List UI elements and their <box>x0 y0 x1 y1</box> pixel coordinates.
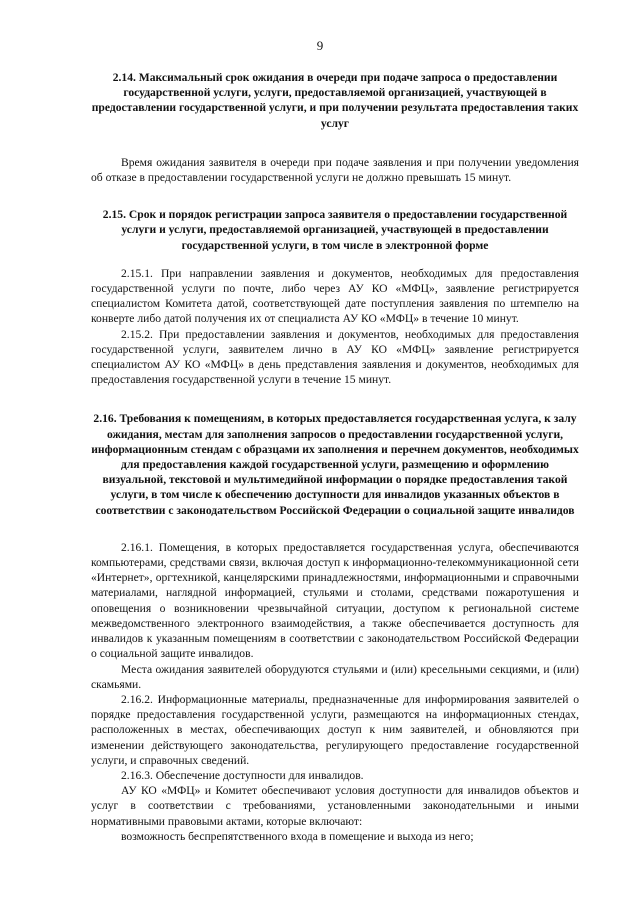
section-heading-2-15: 2.15. Срок и порядок регистрации запроса заявителя о предоставлении государственной услуги и услуги, предоставляемой организацией, участвующей в предоставлении государственной услуги, в том числе в электронной форме <box>102 208 568 252</box>
paragraph: 2.16.2. Информационные материалы, предназначенные для информирования заявителей о порядке предоставления государственной услуги, размещаются на информационных стендах, расположенных в местах, обеспечивающих доступ к ним заявителей, и обновляются при изменении действующего законодательства, регулирующего предоставление государственной услуги, и справочных сведений. <box>91 692 579 767</box>
section-heading-2-16: 2.16. Требования к помещениям, в которых предоставляется государственная услуга, к залу ожидания, местам для заполнения запросов о предоставлении государственной услуги, информационным стендам с образцами их заполнения и перечнем документов, необходимых для предоставления каждой государственной услуги, размещению и оформлению визуальной, текстовой и мультимедийной информации о порядке предоставления такой услуги, в том числе к обеспечению доступности для инвалидов указанных объектов в соответствии с законодательством Российской Федерации о социальной защите инвалидов <box>91 412 579 517</box>
paragraph: Места ожидания заявителей оборудуются стульями и (или) кресельными секциями, и (или) скамьями. <box>91 662 579 691</box>
page-number: 9 <box>316 38 324 53</box>
paragraph: возможность беспрепятственного входа в помещение и выхода из него; <box>121 829 474 843</box>
paragraph: 2.15.2. При предоставлении заявления и документов, необходимых для предоставления государственной услуги, заявителем лично в АУ КО «МФЦ» заявление регистрируется специалистом АУ КО «МФЦ» в день представления заявления и документов, необходимых для предоставления государственной услуги в течение 15 минут. <box>91 327 579 387</box>
paragraph: 2.16.3. Обеспечение доступности для инвалидов. <box>121 768 364 782</box>
paragraph: АУ КО «МФЦ» и Комитет обеспечивают условия доступности для инвалидов объектов и услуг в соответствии с требованиями, установленными законодательными и иными нормативными правовыми актами, которые включают: <box>91 784 579 828</box>
page-content <box>91 70 579 844</box>
paragraph: Время ожидания заявителя в очереди при подаче заявления и при получении уведомления об отказе в предоставлении государственной услуги не должно превышать 15 минут. <box>91 155 579 185</box>
section-heading-2-14: 2.14. Максимальный срок ожидания в очереди при подаче запроса о предоставлении государственной услуги, услуги, предоставляемой организацией, участвующей в предоставлении государственной услуги, и при получении результата предоставления таких услуг <box>91 71 579 130</box>
paragraph: 2.16.1. Помещения, в которых предоставляется государственная услуга, обеспечиваются компьютерами, средствами связи, включая доступ к информационно-телекоммуникационной сети «Интернет», оргтехникой, канцелярскими принадлежностями, информационными и справочными материалами, наглядной информацией, стульями и столами, средствами пожаротушения и оповещения о возникновении чрезвычайной ситуации, доступом к региональной системе межведомственного электронного взаимодействия, а также обеспечивается доступность для инвалидов к указанным помещениям в соответствии с законодательством Российской Федерации о социальной защите инвалидов. <box>91 540 579 661</box>
paragraph: 2.15.1. При направлении заявления и документов, необходимых для предоставления государственной услуги по почте, либо через АУ КО «МФЦ», заявление регистрируется специалистом Комитета датой, соответствующей дате поступления заявления по штемпелю на конверте либо датой получения их от специалиста АУ КО «МФЦ» в течение 10 минут. <box>91 266 579 326</box>
